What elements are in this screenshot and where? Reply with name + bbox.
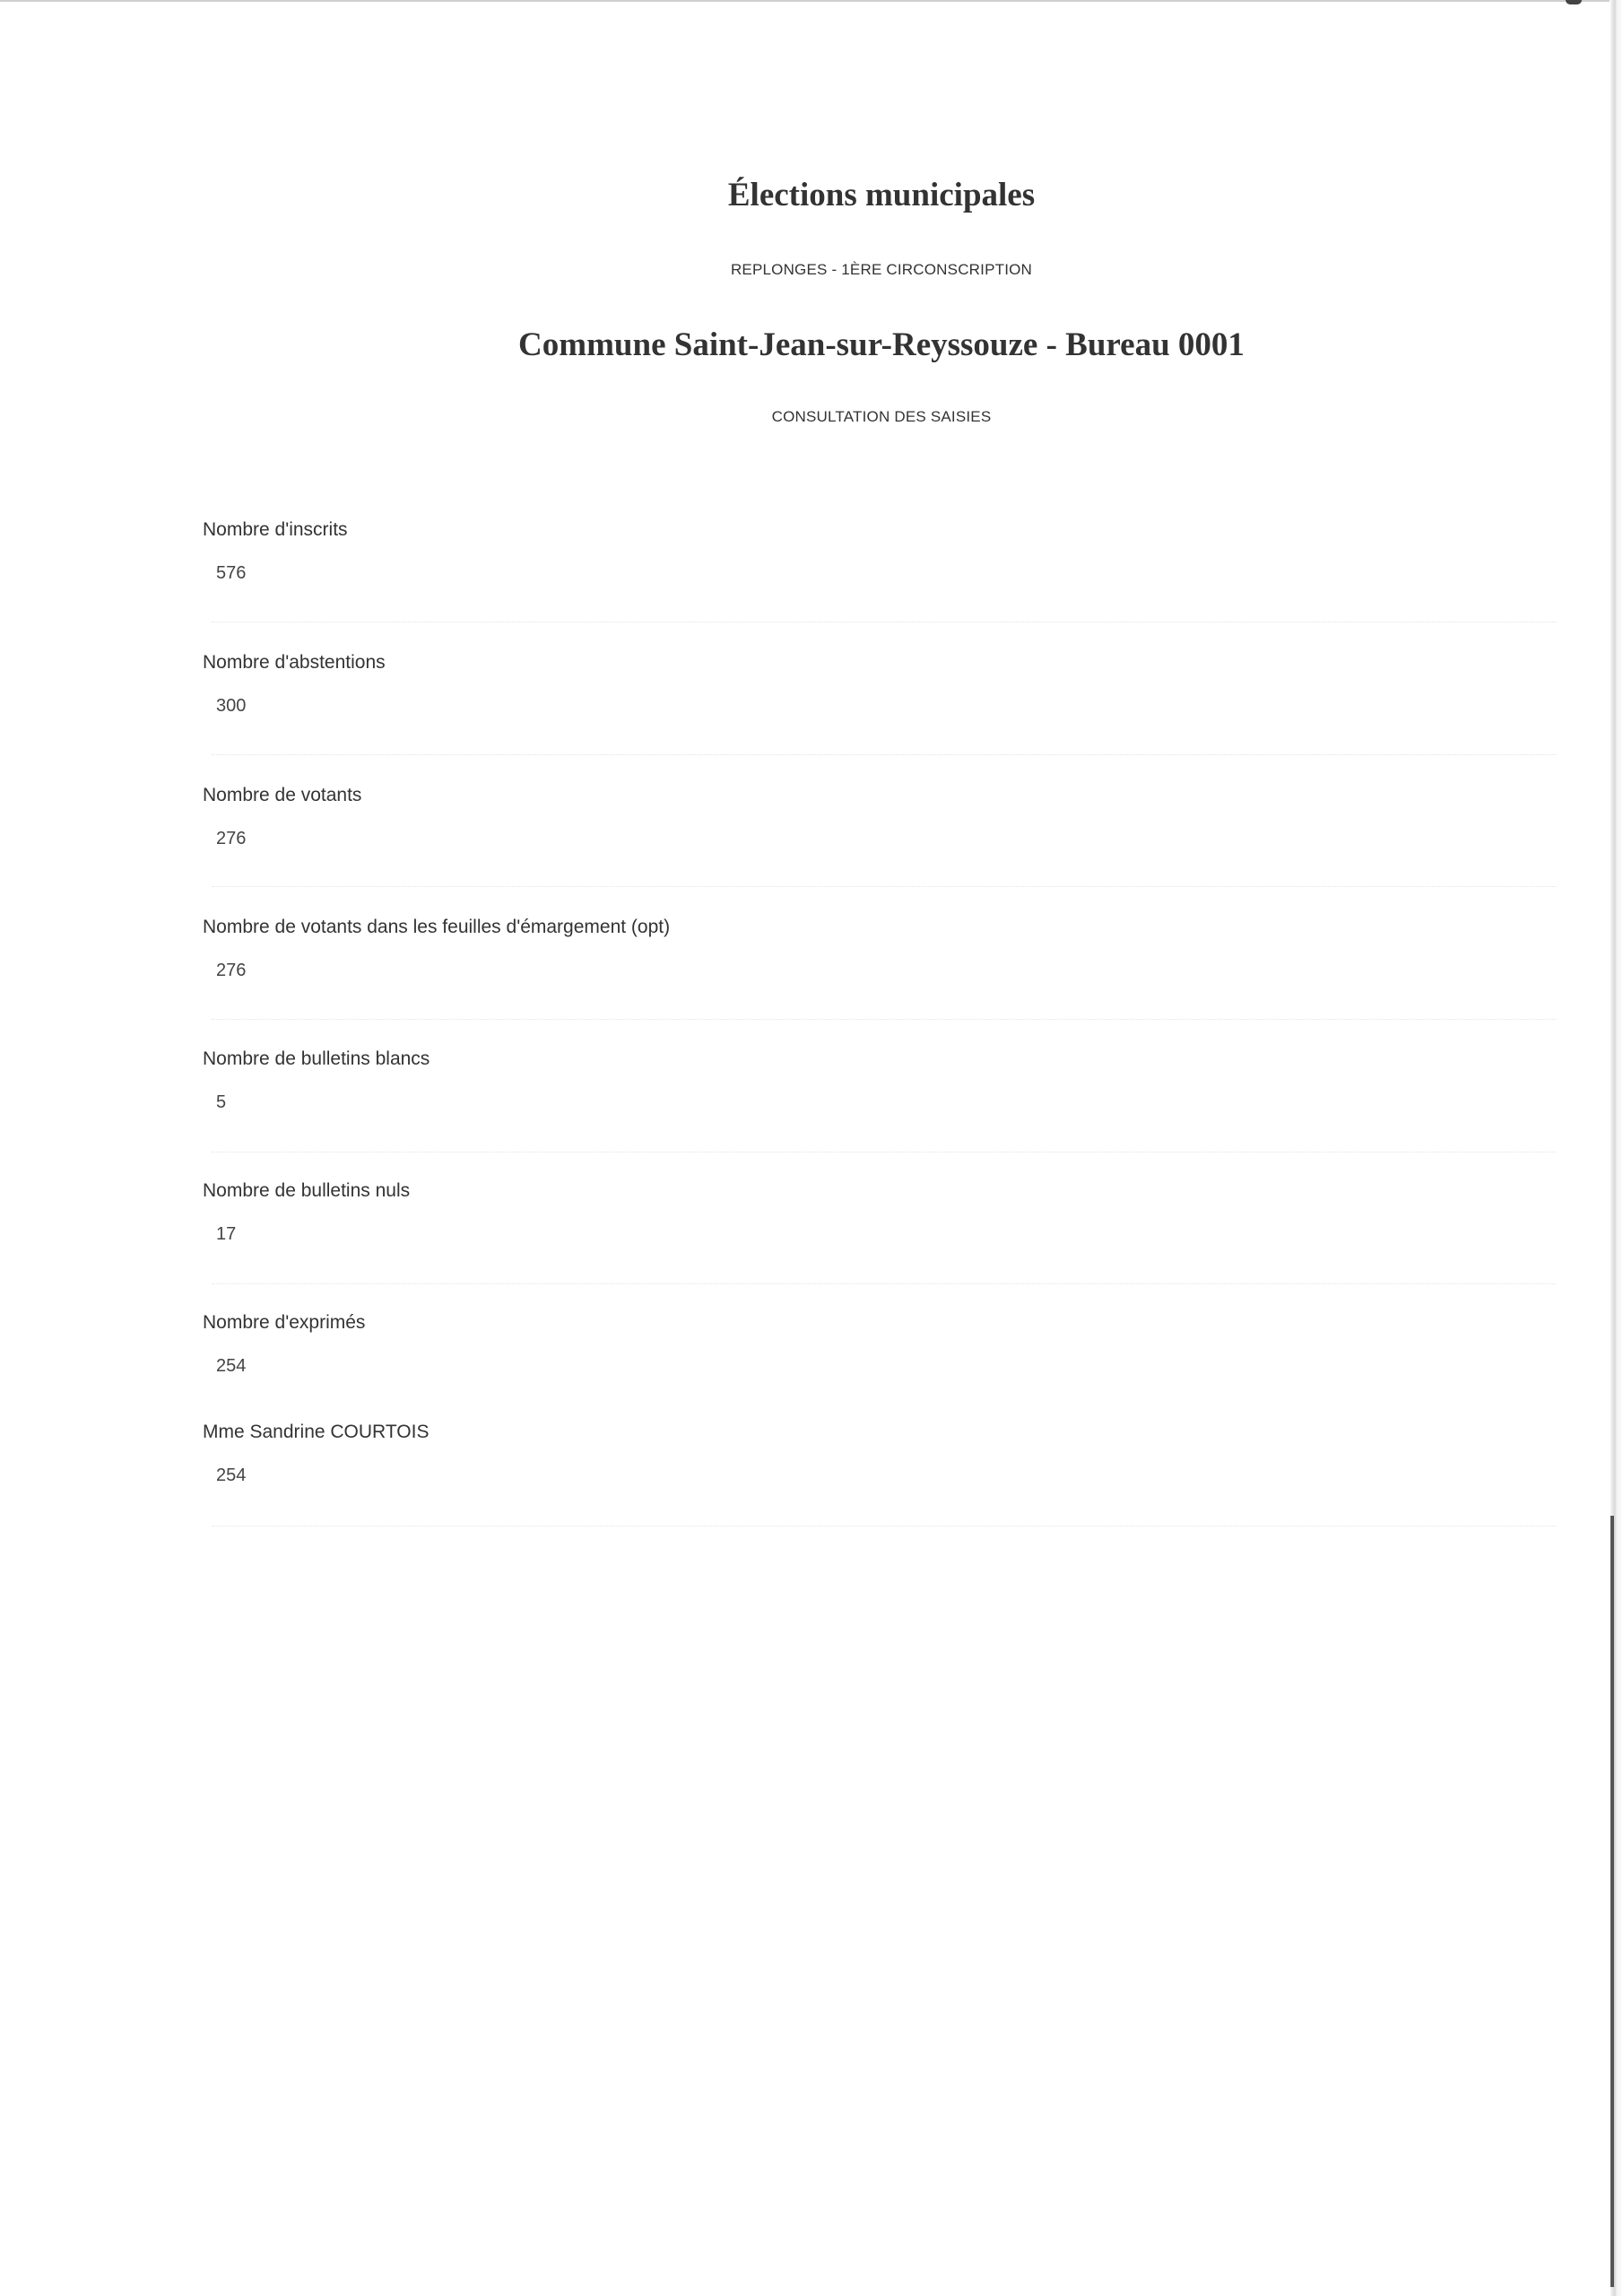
field-value: 17 — [216, 1224, 237, 1244]
field-value: 576 — [216, 563, 247, 583]
field-label: Nombre de bulletins nuls — [203, 1180, 411, 1201]
field-label: Nombre de votants dans les feuilles d'émargement (opt) — [203, 917, 671, 937]
scan-corner-mark — [1566, 0, 1582, 4]
section-label: CONSULTATION DES SAISIES — [771, 408, 992, 425]
field-label: Nombre de votants — [203, 785, 362, 805]
scan-top-rule — [0, 0, 1610, 2]
field-value: 254 — [216, 1356, 247, 1376]
field-value: 5 — [216, 1092, 227, 1112]
field-label: Nombre d'exprimés — [203, 1312, 366, 1333]
field-label: Mme Sandrine COURTOIS — [203, 1422, 430, 1442]
document-title: Élections municipales — [727, 177, 1036, 213]
circonscription-subtitle: REPLONGES - 1ÈRE CIRCONSCRIPTION — [730, 261, 1033, 278]
field-divider — [212, 754, 1557, 755]
field-value: 276 — [216, 829, 247, 848]
field-divider — [212, 1019, 1557, 1020]
scan-right-edge-shadow — [1610, 1516, 1614, 2287]
field-divider — [212, 886, 1557, 887]
field-label: Nombre d'inscrits — [203, 519, 348, 540]
field-divider — [212, 1283, 1557, 1284]
field-label: Nombre de bulletins blancs — [203, 1048, 430, 1069]
commune-bureau-title: Commune Saint-Jean-sur-Reyssouze - Bureau 0001 — [518, 326, 1245, 363]
field-value: 300 — [216, 696, 247, 716]
field-label: Nombre d'abstentions — [203, 652, 386, 673]
field-value: 254 — [216, 1465, 247, 1485]
field-value: 276 — [216, 961, 247, 980]
